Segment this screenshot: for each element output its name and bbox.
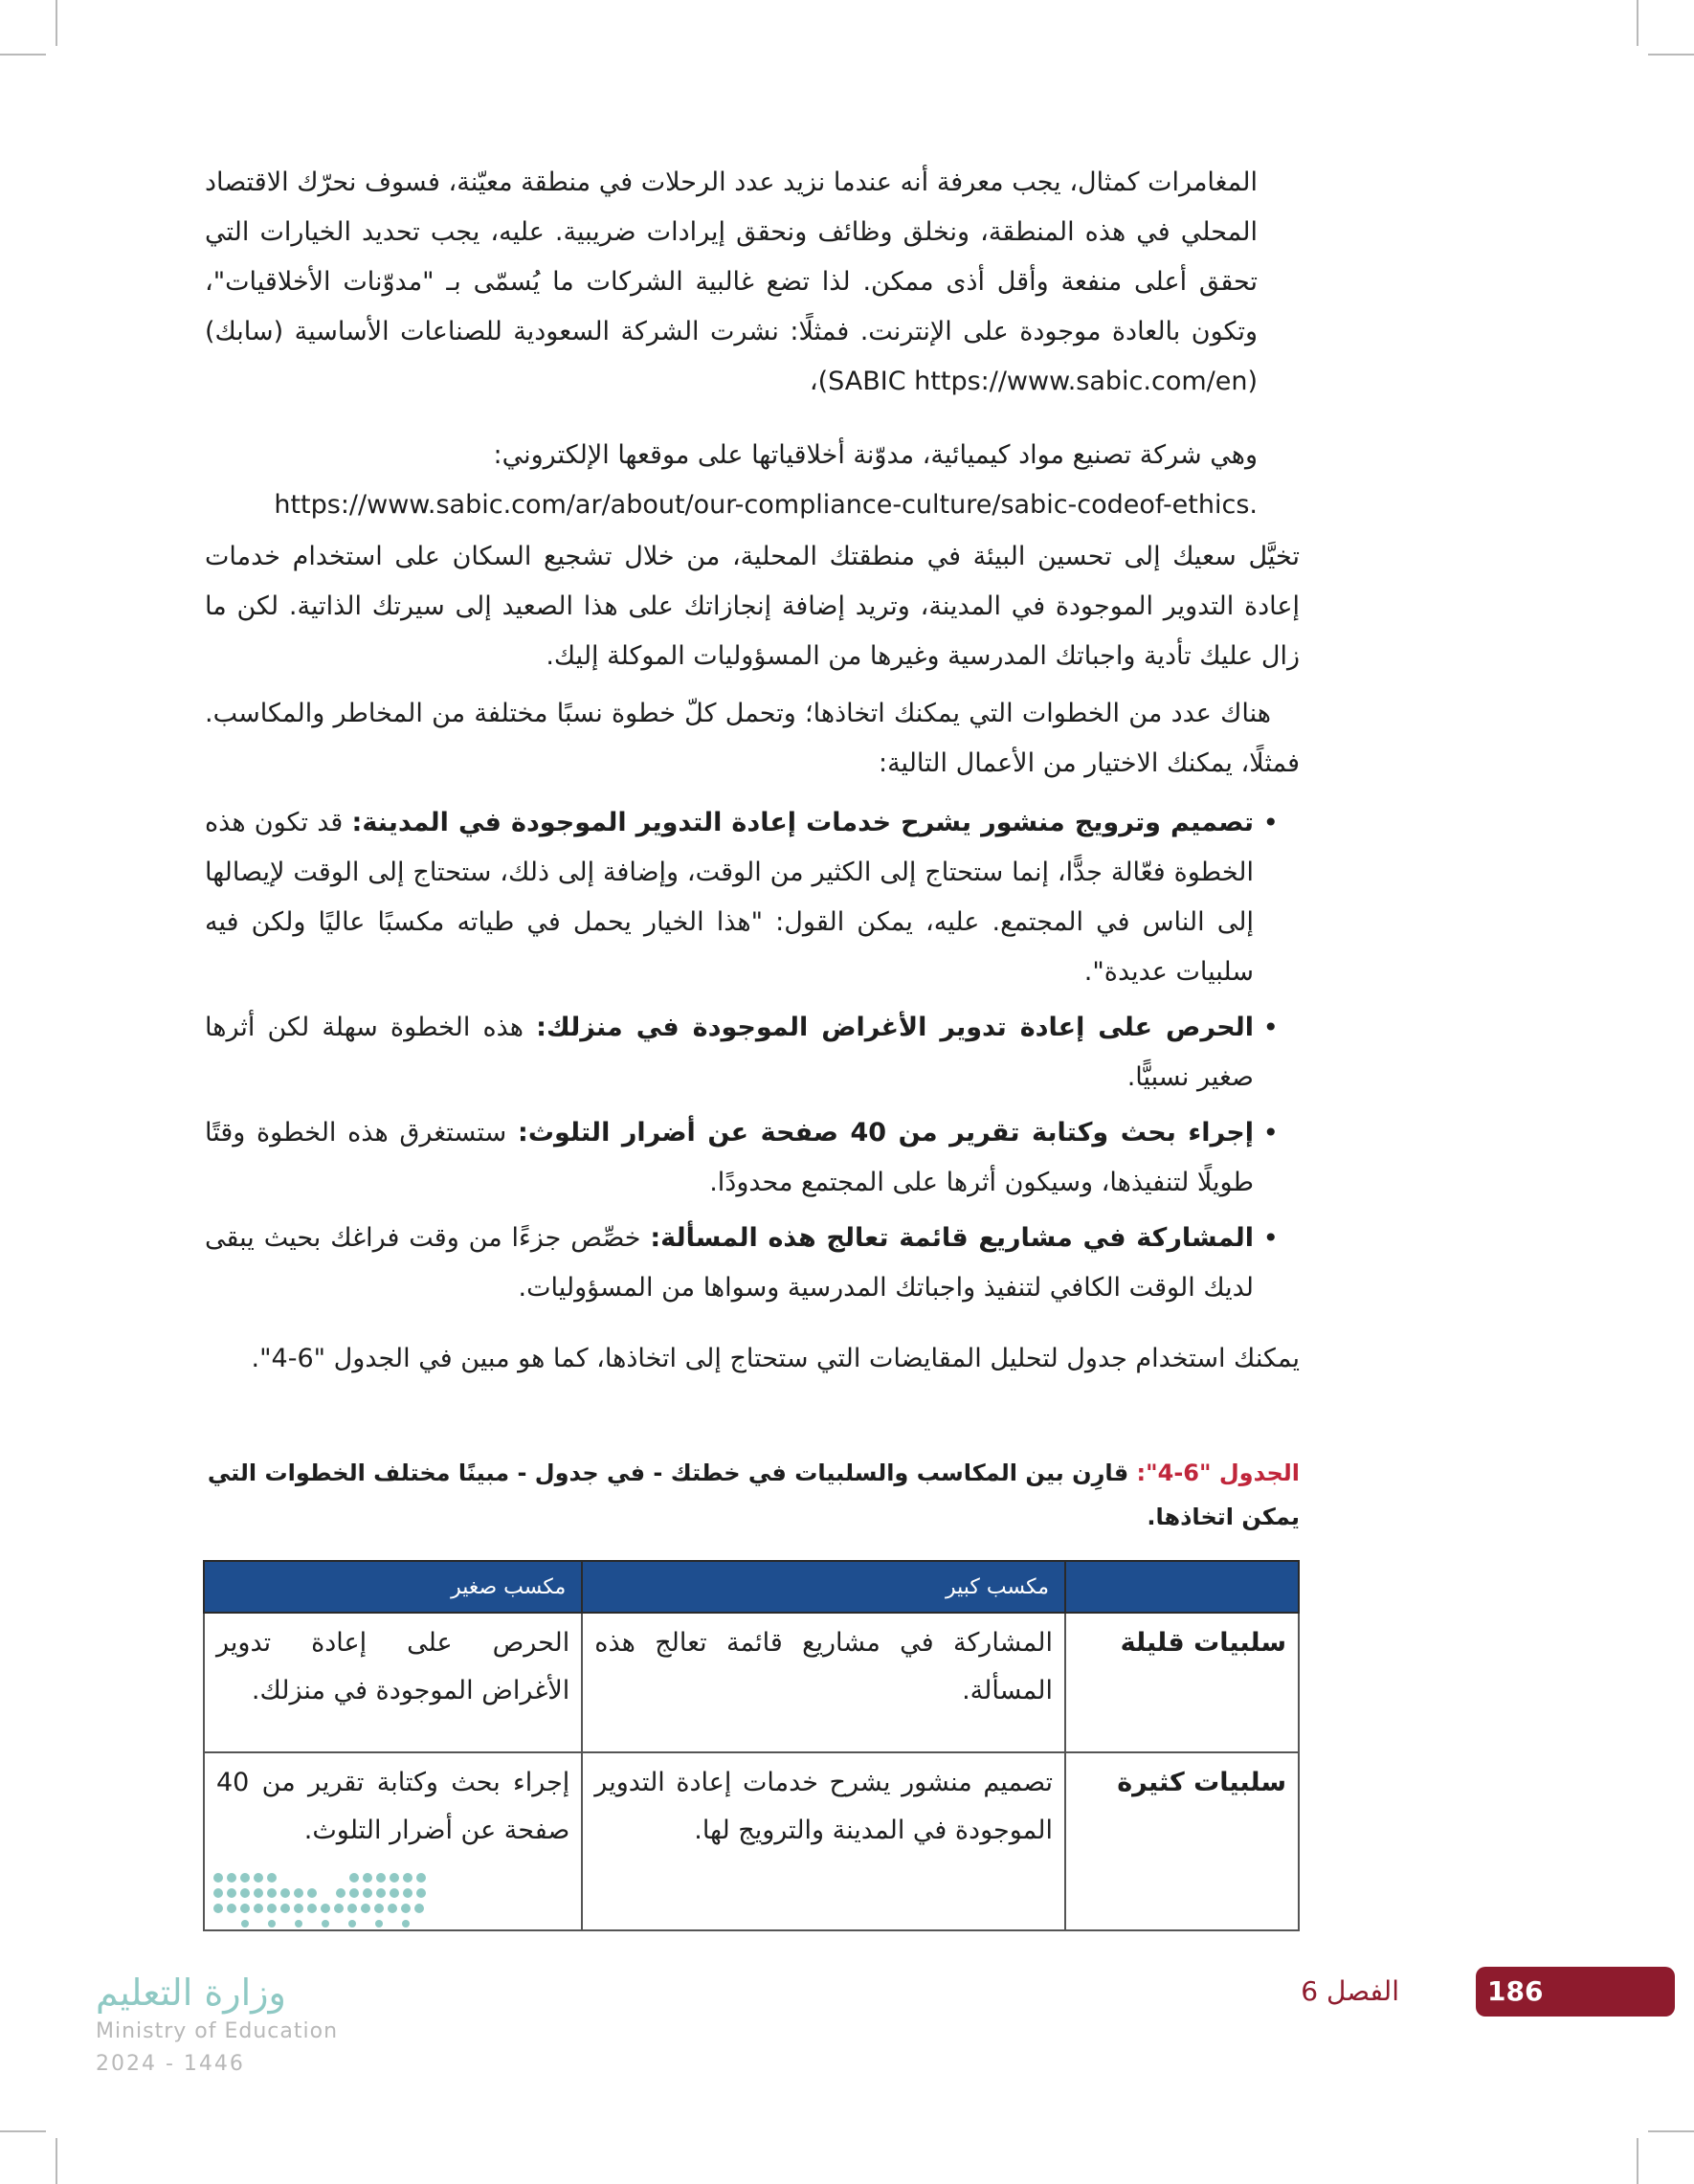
- crop-mark: [1648, 54, 1694, 56]
- table-cell: تصميم منشور يشرح خدمات إعادة التدوير الموجودة في المدينة والترويج لها.: [582, 1752, 1065, 1930]
- crop-mark: [56, 0, 57, 46]
- crop-mark: [0, 2130, 46, 2132]
- crop-mark: [1637, 0, 1638, 46]
- crop-mark: [56, 2138, 57, 2184]
- table-header-high-gain: مكسب كبير: [582, 1561, 1065, 1613]
- crop-mark: [1637, 2138, 1638, 2184]
- page-number: 186: [1487, 1975, 1544, 2007]
- paragraph-table-intro: يمكنك استخدام جدول لتحليل المقايضات التي ستحتاج إلى اتخاذها، كما هو مبين في الجدول "6-4".: [251, 1344, 1300, 1373]
- options-list: [205, 798, 1279, 1319]
- table-caption-text: قارِن بين المكاسب والسلبيات في خطتك - في جدول - مبينًا مختلف الخطوات التي يمكن اتخاذها.: [207, 1460, 1300, 1530]
- list-item: • إجراء بحث وكتابة تقرير من 40 صفحة عن أضرار التلوث: ستستغرق هذه الخطوة وقتًا طويلًا لتنفيذها، وسيكون أثرها على المجتمع محدودًا.: [205, 1117, 1279, 1197]
- table-caption: [203, 1451, 1300, 1539]
- table-header-low-gain: مكسب صغير: [204, 1561, 582, 1613]
- crop-mark: [1648, 2130, 1694, 2132]
- table-cell: المشاركة في مشاريع قائمة تعالج هذه المسألة.: [582, 1613, 1065, 1752]
- table-cell: إجراء بحث وكتابة تقرير من 40 صفحة عن أضرار التلوث.: [204, 1752, 582, 1930]
- ministry-name-english: Ministry of Education: [96, 2019, 339, 2043]
- paragraph-steps-intro: هناك عدد من الخطوات التي يمكنك اتخاذها؛ وتحمل كلّ خطوة نسبًا مختلفة من المخاطر والمكاسب. فمثلًا، يمكنك الاختيار من الأعمال التالية:: [205, 699, 1300, 778]
- paragraph-sabic: وهي شركة تصنيع مواد كيميائية، مدوّنة أخلاقياتها على موقعها الإلكتروني:: [493, 440, 1258, 470]
- list-item: • تصميم وترويج منشور يشرح خدمات إعادة التدوير الموجودة في المدينة: قد تكون هذه الخطوة فعّالة جدًّا، إنما ستحتاج إلى الكثير من الوقت، وإضافة إلى ذلك، ستحتاج إلى الوقت لإيصالها إلى الناس في المجتمع. عليه، يمكن القول: "هذا الخيار يحمل في طياته مكسبًا عاليًا ولكن فيه سلبيات عديدة".: [205, 807, 1279, 987]
- ministry-year: 2024 - 1446: [96, 2052, 245, 2076]
- table-caption-label: الجدول "6-4":: [1136, 1460, 1300, 1486]
- ministry-name-arabic: وزارة التعليم: [96, 1972, 286, 2014]
- chapter-label: الفصل 6: [1301, 1975, 1399, 2007]
- sabic-ethics-link[interactable]: https://www.sabic.com/ar/about/our-compliance-culture/sabic-codeof-ethics.: [274, 490, 1258, 520]
- paragraph-ethics-codes: المغامرات كمثال، يجب معرفة أنه عندما نزيد عدد الرحلات في منطقة معيّنة، فسوف نحرّك الاقتصاد المحلي في هذه المنطقة، ونخلق وظائف ونحقق إيرادات ضريبية. عليه، يجب تحديد الخيارات التي تحقق أعلى منفعة وأقل أذى ممكن. لذا تضع غالبية الشركات ما يُسمّى بـ "مدوّنات الأخلاقيات"، وتكون بالعادة موجودة على الإنترنت. فمثلًا: نشرت الشركة السعودية للصناعات الأساسية (سابك) (SABIC https://www.sabic.com/en)،: [205, 167, 1258, 396]
- list-item: • الحرص على إعادة تدوير الأغراض الموجودة في منزلك: هذه الخطوة سهلة لكن أثرها صغير نسبيًّا.: [205, 1012, 1279, 1092]
- table-header-empty: [1065, 1561, 1299, 1613]
- table-row: [204, 1613, 1299, 1752]
- row-header-many-drawbacks: سلبيات كثيرة: [1065, 1752, 1299, 1930]
- ministry-logo-icon: [211, 1866, 440, 1933]
- list-item: • المشاركة في مشاريع قائمة تعالج هذه المسألة: خصِّص جزءًا من وقت فراغك بحيث يبقى لديك الوقت الكافي لتنفيذ واجباتك المدرسية وسواها من المسؤوليات.: [205, 1222, 1279, 1303]
- crop-mark: [0, 54, 46, 56]
- table-cell: الحرص على إعادة تدوير الأغراض الموجودة في منزلك.: [204, 1613, 582, 1752]
- paragraph-recycling-scenario: تخيَّل سعيك إلى تحسين البيئة في منطقتك المحلية، من خلال تشجيع السكان على استخدام خدمات إعادة التدوير الموجودة في المدينة، وتريد إضافة إنجازاتك على هذا الصعيد إلى سيرتك الذاتية. لكن ما زال عليك تأدية واجباتك المدرسية وغيرها من المسؤوليات الموكلة إليك.: [205, 542, 1300, 671]
- row-header-few-drawbacks: سلبيات قليلة: [1065, 1613, 1299, 1752]
